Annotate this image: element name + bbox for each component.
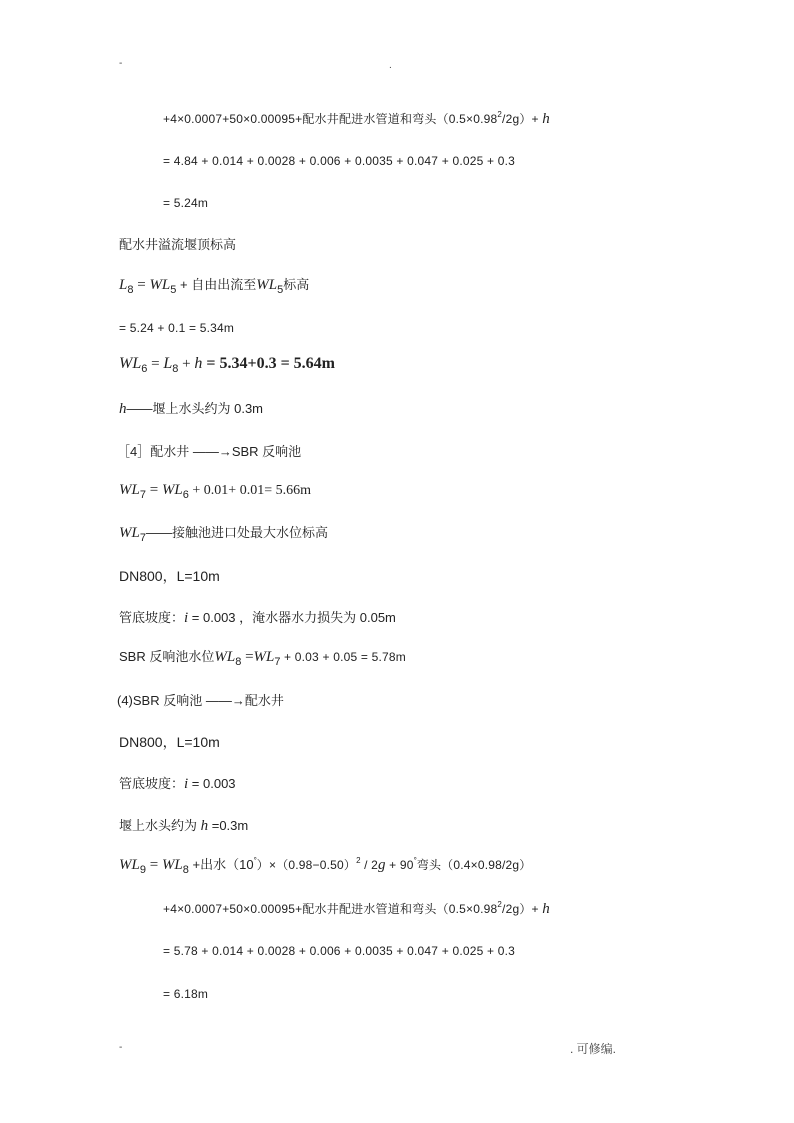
- header-center-mark: .: [389, 60, 392, 71]
- text-contact-tank-level: $WL_7——$接触池进口处最大水位标高: [119, 525, 328, 544]
- formula-wl9: $WL_9 = WL_8$ +出水$(10^\circ)\times(0.98-0.50)^2 / 2g + 90^\circ$弯头（0.4×0.98/2g）: [119, 856, 532, 876]
- formula-wl6: $WL_6 = L_8 + h = 5.34+0.3 = 5.64m$: [119, 355, 336, 375]
- formula-wl7: $WL_7 = WL_6 + 0.01+ 0.01= 5.66m$: [119, 482, 311, 501]
- text-head-over-weir-2: 堰上水头约为 h =0.3m: [119, 818, 249, 834]
- section-heading-4b: (4)SBR 反响池 ——→配水井: [117, 693, 284, 708]
- text-slope-1: 管底坡度：i = 0.003 ，淹水器水力损失为 0.05m: [119, 610, 396, 626]
- formula-result-1: = 5.24m: [163, 196, 209, 210]
- text-pipe-spec-2: DN800，L=10m: [119, 734, 220, 750]
- formula-result-2: = 6.18m: [163, 987, 209, 1001]
- formula-l8: $L_8 = WL_5$ + 自由出流至$WL_5$标高: [119, 277, 310, 296]
- formula-line-2: = 4.84 + 0.014 + 0.0028 + 0.006 + 0.0035 + 0.047 + 0.025 + 0.3: [163, 154, 516, 168]
- text-sbr-water-level: SBR 反响池水位$WL_8 =WL_7 + 0.03 + 0.05 = 5.78m$: [119, 649, 406, 668]
- footer-editable-note: . 可修编.: [570, 1042, 617, 1056]
- formula-line-20: +4×0.0007+50×0.00095+配水井配进水管道和弯头$(0.5\times 0.98^2/2g)+ h$: [163, 900, 550, 917]
- formula-line-21: = 5.78 + 0.014 + 0.0028 + 0.006 + 0.0035 + 0.047 + 0.025 + 0.3: [163, 944, 516, 958]
- header-left-mark: -: [119, 58, 123, 69]
- section-heading-4a: ［4］配水井 ——→SBR 反响池: [117, 444, 302, 459]
- text-head-over-weir: h——堰上水头约为 0.3m: [119, 401, 264, 417]
- text-slope-2: 管底坡度：i = 0.003: [119, 776, 236, 792]
- formula-line-6: = 5.24 + 0.1 = 5.34m: [119, 321, 235, 335]
- formula-line-1: +4×0.0007+50×0.00095+配水井配进水管道和弯头$(0.5\times 0.98^2/2g)+ h$: [163, 110, 550, 127]
- text-pipe-spec-1: DN800，L=10m: [119, 568, 220, 584]
- text-weir-elevation: 配水井溢流堰顶标高: [119, 237, 237, 252]
- footer-left-mark: -: [119, 1042, 123, 1053]
